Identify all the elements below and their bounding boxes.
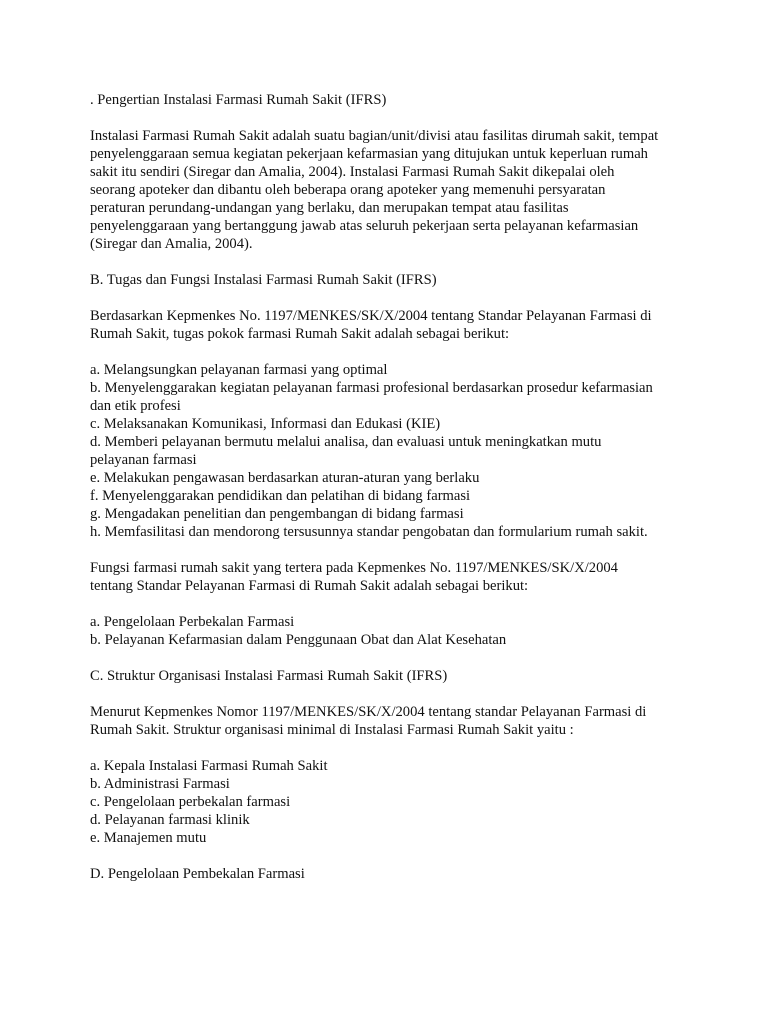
text-line: peraturan perundang-undangan yang berlaku, dan merupakan tempat atau fasilitas <box>90 200 569 216</box>
list-item-line: a. Pengelolaan Perbekalan Farmasi <box>90 614 295 630</box>
list-item-line: b. Administrasi Farmasi <box>90 776 230 792</box>
list-item-line: b. Pelayanan Kefarmasian dalam Penggunaan Obat dan Alat Kesehatan <box>90 632 507 648</box>
item-list <box>90 613 730 649</box>
list-item-line: b. Menyelenggarakan kegiatan pelayanan farmasi profesional berdasarkan prosedur kefarmasian <box>90 380 653 396</box>
text-line: penyelenggaraan semua kegiatan pekerjaan kefarmasian yang ditujukan untuk keperluan rumah <box>90 146 648 162</box>
text-line: sakit itu sendiri (Siregar dan Amalia, 2004). Instalasi Farmasi Rumah Sakit dikepalai oleh <box>90 164 615 180</box>
text-line: penyelenggaraan yang bertanggung jawab atas seluruh pekerjaan serta pelayanan kefarmasian <box>90 218 639 234</box>
text-line: Menurut Kepmenkes Nomor 1197/MENKES/SK/X/2004 tentang standar Pelayanan Farmasi di <box>90 704 647 720</box>
text-line: (Siregar dan Amalia, 2004). <box>90 236 253 252</box>
text-line: Fungsi farmasi rumah sakit yang tertera pada Kepmenkes No. 1197/MENKES/SK/X/2004 <box>90 560 618 576</box>
list-item-line: d. Memberi pelayanan bermutu melalui analisa, dan evaluasi untuk meningkatkan mutu <box>90 434 602 450</box>
section-heading <box>90 865 730 883</box>
text-line: B. Tugas dan Fungsi Instalasi Farmasi Rumah Sakit (IFRS) <box>90 272 437 288</box>
text-line: C. Struktur Organisasi Instalasi Farmasi Rumah Sakit (IFRS) <box>90 668 448 684</box>
list-item-line: dan etik profesi <box>90 398 181 414</box>
list-item-line: a. Kepala Instalasi Farmasi Rumah Sakit <box>90 758 328 774</box>
text-line: Berdasarkan Kepmenkes No. 1197/MENKES/SK/X/2004 tentang Standar Pelayanan Farmasi di <box>90 308 652 324</box>
list-item-line: a. Melangsungkan pelayanan farmasi yang optimal <box>90 362 388 378</box>
list-item-line: g. Mengadakan penelitian dan pengembangan di bidang farmasi <box>90 506 464 522</box>
item-list <box>90 361 730 541</box>
section-heading <box>90 271 730 289</box>
list-item-line: f. Menyelenggarakan pendidikan dan pelatihan di bidang farmasi <box>90 488 471 504</box>
paragraph <box>90 703 730 739</box>
list-item-line: e. Manajemen mutu <box>90 830 207 846</box>
text-line: Rumah Sakit. Struktur organisasi minimal di Instalasi Farmasi Rumah Sakit yaitu : <box>90 722 574 738</box>
list-item-line: c. Pengelolaan perbekalan farmasi <box>90 794 291 810</box>
text-line: Instalasi Farmasi Rumah Sakit adalah suatu bagian/unit/divisi atau fasilitas dirumah sakit, tempat <box>90 128 659 144</box>
paragraph <box>90 307 730 343</box>
text-line: . Pengertian Instalasi Farmasi Rumah Sakit (IFRS) <box>90 92 387 108</box>
list-item-line: d. Pelayanan farmasi klinik <box>90 812 250 828</box>
text-line: tentang Standar Pelayanan Farmasi di Rumah Sakit adalah sebagai berikut: <box>90 578 529 594</box>
list-item-line: c. Melaksanakan Komunikasi, Informasi dan Edukasi (KIE) <box>90 416 441 432</box>
list-item-line: h. Memfasilitasi dan mendorong tersusunnya standar pengobatan dan formularium rumah sakit. <box>90 524 648 540</box>
text-line: D. Pengelolaan Pembekalan Farmasi <box>90 866 305 882</box>
paragraph <box>90 127 730 253</box>
document-page <box>90 91 730 901</box>
section-heading <box>90 667 730 685</box>
list-item-line: e. Melakukan pengawasan berdasarkan aturan-aturan yang berlaku <box>90 470 480 486</box>
text-line: seorang apoteker dan dibantu oleh beberapa orang apoteker yang memenuhi persyaratan <box>90 182 606 198</box>
paragraph <box>90 559 730 595</box>
section-heading <box>90 91 730 109</box>
text-line: Rumah Sakit, tugas pokok farmasi Rumah Sakit adalah sebagai berikut: <box>90 326 510 342</box>
item-list <box>90 757 730 847</box>
list-item-line: pelayanan farmasi <box>90 452 197 468</box>
